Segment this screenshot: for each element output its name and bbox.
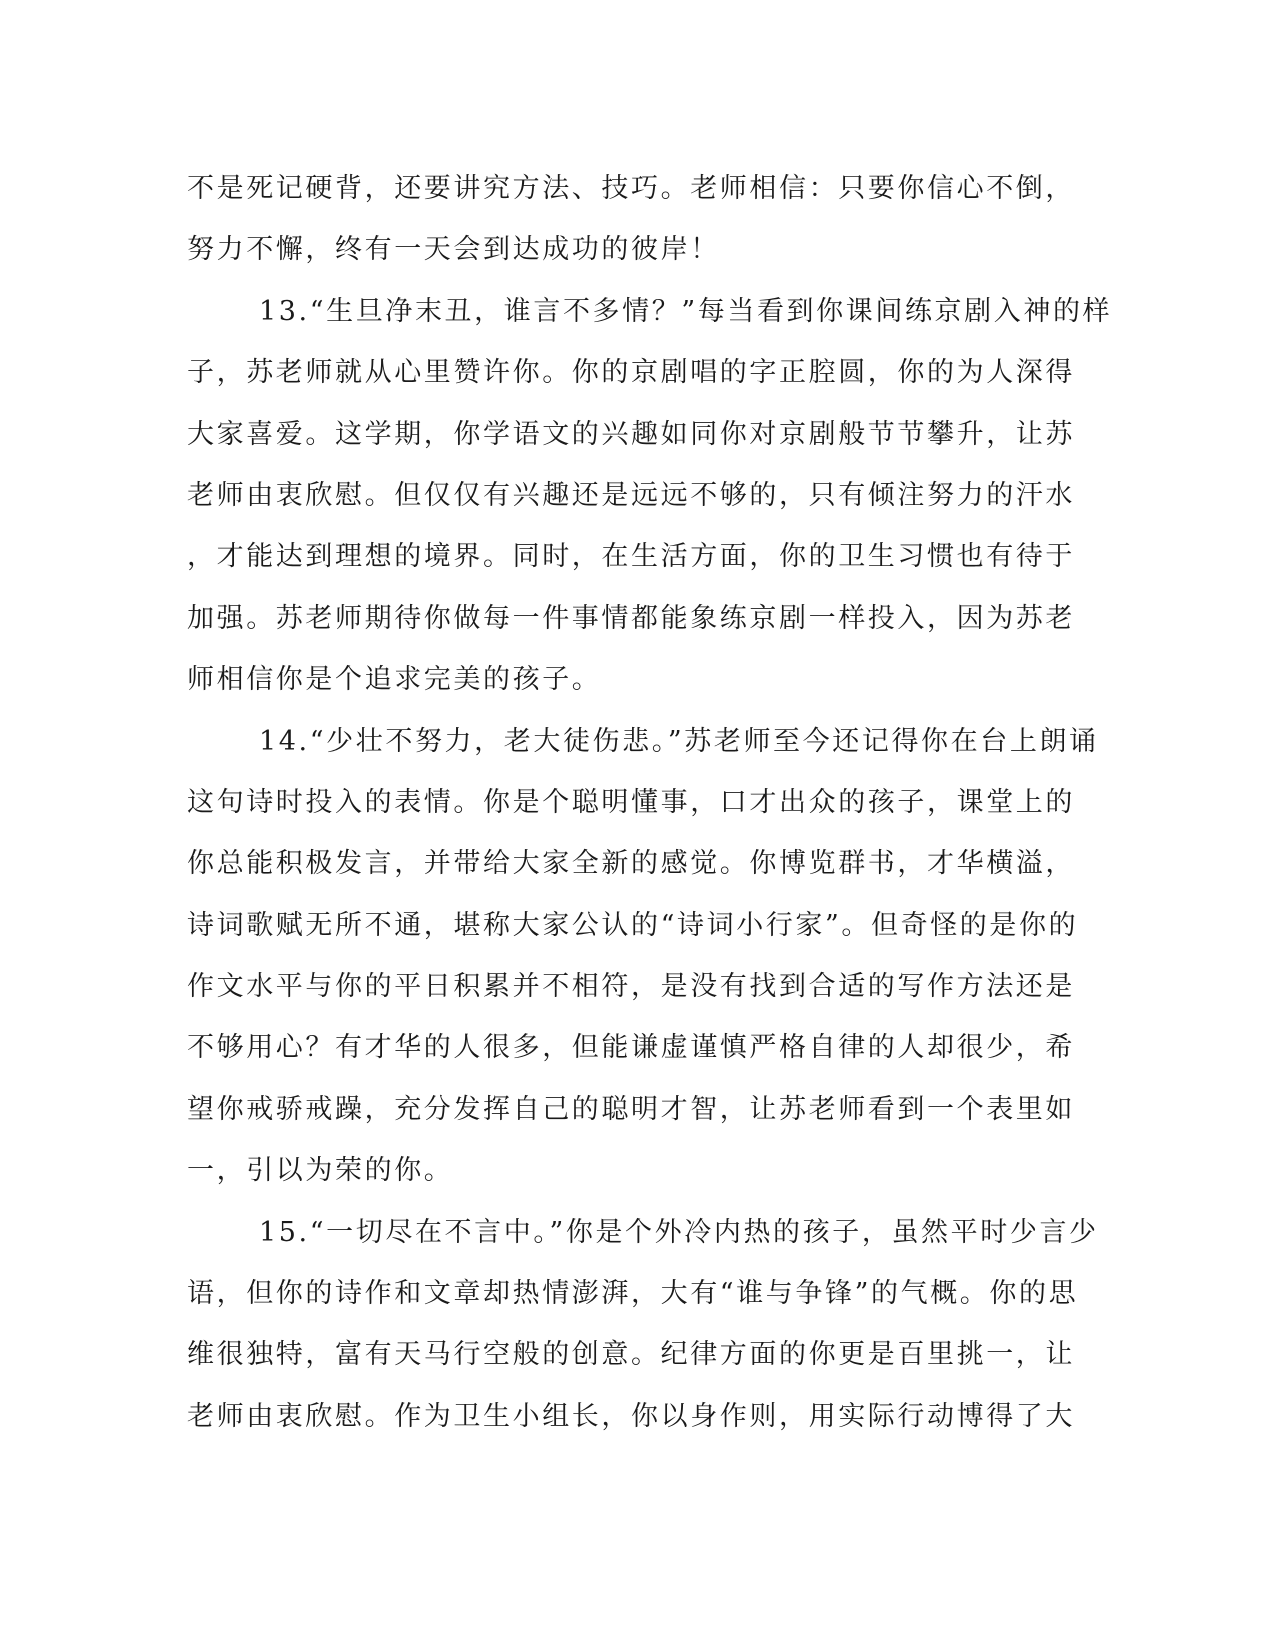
text-line: ，才能达到理想的境界。同时，在生活方面，你的卫生习惯也有待于 [187, 541, 1075, 573]
text-line: 老师由衷欣慰。作为卫生小组长，你以身作则，用实际行动博得了大 [187, 1400, 1075, 1432]
text-line: 不够用心？有才华的人很多，但能谦虚谨慎严格自律的人却很少，希 [187, 1032, 1075, 1064]
text-line: 15.“一切尽在不言中。”你是个外冷内热的孩子，虽然平时少言少 [259, 1216, 1099, 1248]
document-body [187, 158, 1113, 1447]
text-line: 你总能积极发言，并带给大家全新的感觉。你博览群书，才华横溢， [187, 848, 1075, 880]
text-line: 老师由衷欣慰。但仅仅有兴趣还是远远不够的，只有倾注努力的汗水 [187, 479, 1075, 511]
text-line: 加强。苏老师期待你做每一件事情都能象练京剧一样投入，因为苏老 [187, 602, 1075, 634]
text-line: 维很独特，富有天马行空般的创意。纪律方面的你更是百里挑一，让 [187, 1339, 1075, 1371]
text-line: 一，引以为荣的你。 [187, 1155, 454, 1187]
text-line: 师相信你是个追求完美的孩子。 [187, 664, 602, 696]
text-line: 13.“生旦净末丑，谁言不多情？”每当看到你课间练京剧入神的样 [259, 295, 1113, 327]
text-line: 望你戒骄戒躁，充分发挥自己的聪明才智，让苏老师看到一个表里如 [187, 1093, 1075, 1125]
text-line: 语，但你的诗作和文章却热情澎湃，大有“谁与争锋”的气概。你的思 [187, 1278, 1079, 1310]
text-line: 这句诗时投入的表情。你是个聪明懂事，口才出众的孩子，课堂上的 [187, 786, 1075, 818]
text-line: 作文水平与你的平日积累并不相符，是没有找到合适的写作方法还是 [187, 971, 1075, 1003]
text-line: 诗词歌赋无所不通，堪称大家公认的“诗词小行家”。但奇怪的是你的 [187, 909, 1079, 941]
text-line: 不是死记硬背，还要讲究方法、技巧。老师相信：只要你信心不倒， [187, 173, 1075, 204]
text-line: 14.“少壮不努力，老大徒伤悲。”苏老师至今还记得你在台上朗诵 [259, 725, 1099, 757]
text-line: 努力不懈，终有一天会到达成功的彼岸！ [187, 234, 720, 266]
text-line: 子，苏老师就从心里赞许你。你的京剧唱的字正腔圆，你的为人深得 [187, 357, 1075, 389]
text-line: 大家喜爱。这学期，你学语文的兴趣如同你对京剧般节节攀升，让苏 [187, 418, 1075, 450]
